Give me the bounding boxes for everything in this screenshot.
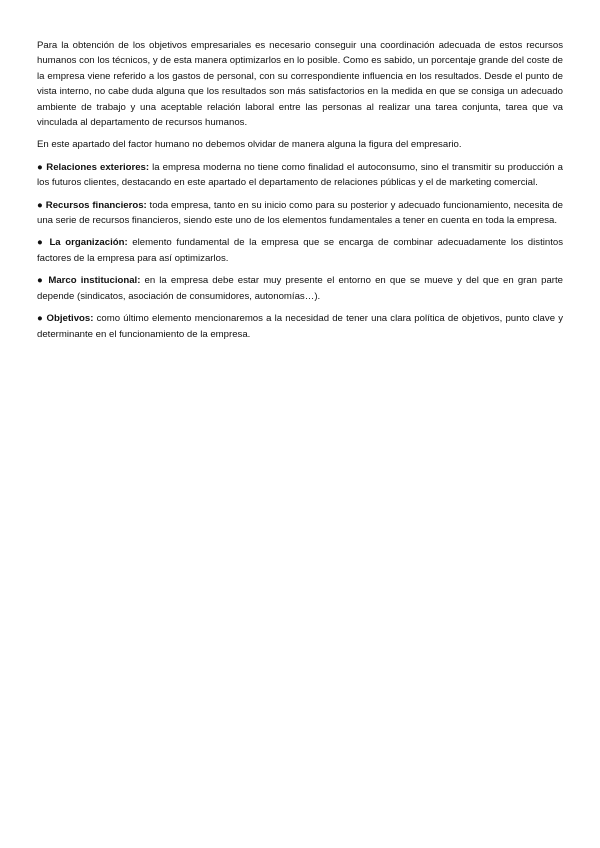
list-item-text: en la empresa debe estar muy presente el entorno en que se mueve y del que en gran parte depende (sindicatos, asociación de consumidores, autonomías…).	[37, 275, 563, 302]
document-page	[37, 38, 563, 349]
list-item-text: toda empresa, tanto en su inicio como para su posterior y adecuado funcionamiento, necesita de una serie de recursos financieros, siendo este uno de los elementos fundamentales a tener en cuenta en toda la empresa.	[37, 199, 563, 227]
list-item-label: Objetivos:	[46, 313, 94, 325]
bullet-icon: ●	[37, 275, 45, 287]
intro-paragraph: Para la obtención de los objetivos empresariales es necesario conseguir una coordinación adecuada de estos recursos humanos con los técnicos, y de esta manera optimizarlos en lo posible. Como es sabido, un porcentaje grande del coste de la empresa viene referido a los gastos de personal, con su correspondiente influencia en los resultados. Desde el punto de vista interno, no cabe duda alguna que los resultados son más satisfactorios en la medida en que se consiga un adecuado ambiente de trabajo y una aceptable relación laboral entre las personas al realizar una tarea conjunta, tarea que va vinculada al departamento de recursos humanos.	[37, 40, 563, 129]
list-item-label: Recursos financieros:	[45, 199, 147, 211]
list-item-objetivos	[37, 311, 563, 342]
bullet-icon: ●	[37, 313, 44, 325]
list-item-label: Relaciones exteriores:	[46, 161, 150, 173]
list-item-label: La organización:	[49, 237, 128, 249]
empresario-paragraph: En este apartado del factor humano no debemos olvidar de manera alguna la figura del empresario.	[37, 139, 462, 151]
bullet-icon: ●	[37, 237, 45, 249]
bullet-icon: ●	[37, 161, 44, 173]
list-item-text: la empresa moderna no tiene como finalidad el autoconsumo, sino el transmitir su producción a los futuros clientes, destacando en este apartado el departamento de relaciones públicas y el de marketing comercial.	[37, 161, 564, 189]
list-item-text: como último elemento mencionaremos a la necesidad de tener una clara política de objetivos, punto clave y determinante en el funcionamiento de la empresa.	[37, 313, 564, 340]
list-item-marco-institucional	[37, 273, 563, 304]
list-item-recursos-financieros	[37, 198, 563, 229]
bullet-icon: ●	[37, 199, 43, 211]
list-item-relaciones-exteriores	[37, 160, 563, 191]
list-item-text: elemento fundamental de la empresa que se encarga de combinar adecuadamente los distintos factores de la empresa para así optimizarlos.	[37, 237, 564, 264]
list-item-organizacion	[37, 235, 563, 266]
list-item-label: Marco institucional:	[48, 275, 141, 287]
